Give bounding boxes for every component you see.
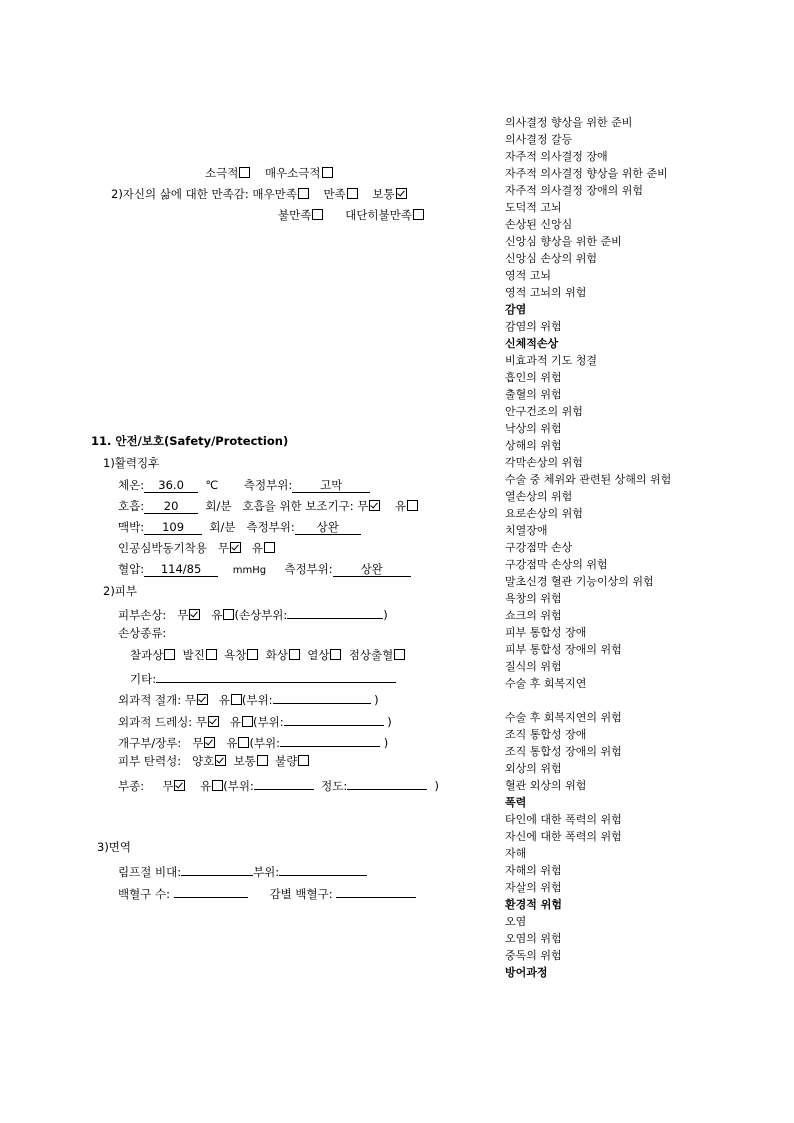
list-item: 도덕적 고뇌 [505,201,562,214]
list-item: 조직 통합성 장애의 위험 [505,745,622,758]
list-item: 자주적 의사결정 장애의 위험 [505,184,644,197]
turgor-good-label: 양호 [192,754,215,768]
section-heading-safety: 11. 안전/보호(Safety/Protection) [91,434,289,448]
list-item: 영적 고뇌 [505,269,552,282]
edema-no-checkbox[interactable] [174,780,185,791]
edema-no-label: 무 [162,779,174,793]
category-heading: 환경적 위험 [505,898,562,911]
skin-damage-yes-checkbox[interactable] [223,609,234,620]
list-item: 피부 통합성 장애 [505,626,587,639]
diff-wbc-field[interactable] [336,883,416,898]
ostomy-label: 개구부/장루: [118,736,182,750]
turgor-label: 피부 탄력성: [118,754,182,768]
satisfaction-label: 2)자신의 삶에 대한 만족감: [111,187,249,201]
close-paren: ) [383,736,389,750]
damage-other-label: 기타: [130,672,157,686]
incision-yes-checkbox[interactable] [231,694,242,705]
pulse-value-field[interactable]: 109 [144,520,202,535]
opt-very-satisfied-label: 매우만족 [252,187,297,201]
list-item: 조직 통합성 장애 [505,728,587,741]
list-item: 혈관 외상의 위험 [505,779,587,792]
temperature-row [118,477,370,493]
damage-type-petechiae-checkbox[interactable] [394,649,405,660]
pacemaker-row [118,540,275,556]
ostomy-yes-label: 유 [226,736,238,750]
dressing-row [118,711,392,730]
list-item: 쇼크의 위험 [505,609,562,622]
pulse-row [118,519,361,535]
wbc-field[interactable] [174,883,248,898]
close-paren: ) [374,693,379,707]
damage-other-field[interactable] [156,668,396,683]
damage-type-pressure-ulcer-label: 욕창 [224,648,247,662]
list-item: 자해의 위험 [505,864,562,877]
resp-aid-label: 호흡을 위한 보조기구: 무 [242,499,369,513]
damage-type-petechiae-label: 점상출혈 [348,648,394,662]
opt-dissatisfied-checkbox[interactable] [312,209,323,220]
dressing-site-label: (부위: [253,715,284,729]
turgor-normal-label: 보통 [233,754,256,768]
resp-unit: 회/분 [205,499,232,513]
ostomy-site-label: (부위: [249,736,281,750]
list-item: 낙상의 위험 [505,422,562,435]
list-item: 의사결정 향상을 위한 준비 [505,116,633,129]
list-item: 치열장애 [505,524,548,537]
edema-label: 부종: [118,779,145,793]
incision-label: 외과적 절개: 무 [118,693,196,707]
list-item: 오염의 위험 [505,932,562,945]
bp-site-label: 측정부위: [284,562,333,576]
resp-value-field[interactable]: 20 [144,499,198,514]
list-item: 자주적 의사결정 향상을 위한 준비 [505,167,668,180]
list-item: 자해 [505,847,527,860]
list-item: 안구건조의 위험 [505,405,583,418]
damage-type-abrasion-checkbox[interactable] [164,649,175,660]
opt-very-passive-checkbox[interactable] [322,167,333,178]
pacemaker-no-checkbox[interactable] [230,542,241,553]
skin-damage-no-checkbox[interactable] [189,609,200,620]
skin-title: 2)피부 [103,584,138,598]
list-item: 출혈의 위험 [505,388,562,401]
list-item: 각막손상의 위험 [505,456,583,469]
skin-damage-site-field[interactable] [287,604,383,619]
list-item: 타인에 대한 폭력의 위험 [505,813,622,826]
list-spacer [505,692,675,709]
list-item: 손상된 신앙심 [505,218,573,231]
dressing-yes-label: 유 [229,715,242,729]
edema-site-label: (부위: [223,779,254,793]
temp-value-field[interactable]: 36.0 [144,478,198,493]
edema-site-field[interactable] [254,775,314,790]
close-paren: ) [383,608,388,622]
bp-unit: mmHg [232,565,267,576]
opt-passive-label: 소극적 [205,166,239,180]
edema-row [118,775,439,794]
opt-dissatisfied-label: 불만족 [278,208,312,222]
damage-type-burn-label: 화상 [265,648,288,662]
incision-site-label: (부위: [241,693,273,707]
damage-type-pressure-ulcer-checkbox[interactable] [247,649,258,660]
list-item: 자주적 의사결정 장애 [505,150,608,163]
list-item: 수술 중 체위와 관련된 상해의 위험 [505,473,672,486]
list-item: 감염의 위험 [505,320,562,333]
skin-damage-row [118,604,388,623]
temp-label: 체온: [118,478,145,492]
pulse-unit: 회/분 [209,520,236,534]
temp-unit: ℃ [205,478,219,492]
lymph-field[interactable] [181,861,253,876]
incision-row [118,689,379,708]
list-item: 신앙심 손상의 위험 [505,252,598,265]
ostomy-no-label: 무 [192,736,204,750]
edema-yes-checkbox[interactable] [212,780,223,791]
ostomy-yes-checkbox[interactable] [238,737,249,748]
list-item: 오염 [505,915,527,928]
list-item: 의사결정 갈등 [505,133,573,146]
opt-very-dissatisfied-label: 대단히불만족 [345,208,412,222]
category-heading: 폭력 [505,796,527,809]
pacemaker-yes-label: 유 [251,541,264,555]
pulse-site-field[interactable]: 상완 [295,520,361,535]
damage-type-rash-checkbox[interactable] [206,649,217,660]
list-item: 수술 후 회복지연 [505,677,587,690]
pacemaker-yes-checkbox[interactable] [264,542,275,553]
opt-very-satisfied-checkbox[interactable] [298,188,309,199]
skin-damage-site-label: (손상부위: [234,608,288,622]
ostomy-row [118,732,388,751]
edema-degree-label: 정도: [321,779,348,793]
bp-label: 혈압: [118,562,145,576]
resp-aid-no-checkbox[interactable] [369,500,380,511]
list-item: 자살의 위험 [505,881,562,894]
blood-pressure-row [118,561,411,579]
pulse-label: 맥박: [118,520,145,534]
pulse-site-label: 측정부위: [246,520,295,534]
turgor-normal-checkbox[interactable] [257,755,268,766]
resp-aid-yes-label: 유 [395,499,407,513]
list-item: 외상의 위험 [505,762,562,775]
dressing-yes-checkbox[interactable] [242,716,253,727]
close-paren: ) [387,715,392,729]
damage-type-laceration-checkbox[interactable] [330,649,341,660]
wbc-label: 백혈구 수: [118,887,170,901]
list-item: 질식의 위험 [505,660,562,673]
list-item: 피부 통합성 장애의 위험 [505,643,622,656]
diff-wbc-label: 감별 백혈구: [269,887,333,901]
list-item: 구강점막 손상 [505,541,573,554]
list-item: 구강점막 손상의 위험 [505,558,608,571]
temp-site-field[interactable]: 고막 [292,478,370,493]
list-item: 열손상의 위험 [505,490,573,503]
list-item: 중독의 위험 [505,949,562,962]
opt-very-passive-label: 매우소극적 [264,166,321,180]
pacemaker-no-label: 무 [217,541,229,555]
ostomy-no-checkbox[interactable] [204,737,215,748]
satisfaction-row-2 [278,207,424,223]
pacemaker-label: 인공심박동기착용 [118,541,207,555]
category-heading: 신체적손상 [505,337,559,350]
damage-type-abrasion-label: 찰과상 [130,648,164,662]
incision-yes-label: 유 [218,693,230,707]
list-item: 상해의 위험 [505,439,562,452]
list-item: 욕창의 위험 [505,592,562,605]
list-item: 신앙심 향상을 위한 준비 [505,235,622,248]
resp-aid-yes-checkbox[interactable] [407,500,418,511]
lymph-site-field[interactable] [279,861,367,876]
turgor-row [118,753,309,769]
damage-type-burn-checkbox[interactable] [289,649,300,660]
close-paren: ) [434,779,440,793]
resp-label: 호흡: [118,499,145,513]
vital-signs-title: 1)활력징후 [103,456,160,470]
list-item: 비효과적 기도 청결 [505,354,598,367]
opt-satisfied-checkbox[interactable] [347,188,358,199]
edema-yes-label: 유 [200,779,212,793]
turgor-poor-checkbox[interactable] [298,755,309,766]
list-item: 말초신경 혈관 기능이상의 위험 [505,575,654,588]
dressing-site-field[interactable] [284,711,384,726]
list-item: 영적 고뇌의 위험 [505,286,587,299]
lymph-row [118,861,367,880]
dressing-no-checkbox[interactable] [208,716,219,727]
incision-site-field[interactable] [273,689,371,704]
lymph-site-label: 부위: [253,865,280,879]
respiration-row [118,498,418,514]
opt-normal-checkbox[interactable] [396,188,407,199]
list-item: 수술 후 회복지연의 위험 [505,711,622,724]
opt-satisfied-label: 만족 [323,187,346,201]
dressing-label: 외과적 드레싱: 무 [118,715,207,729]
opt-normal-label: 보통 [372,187,395,201]
category-heading: 감염 [505,303,527,316]
list-item: 흡인의 위험 [505,371,562,384]
nursing-diagnosis-list [505,114,675,981]
satisfaction-row [111,186,407,202]
damage-type-row [130,647,405,663]
skin-damage-no-label: 무 [177,608,189,622]
bp-site-field[interactable]: 상완 [333,562,411,577]
bp-value-field[interactable]: 114/85 [144,562,218,577]
incision-no-checkbox[interactable] [197,694,208,705]
immune-title: 3)면역 [97,840,132,854]
damage-other-row [130,668,396,687]
category-heading: 방어과정 [505,966,548,979]
skin-damage-label: 피부손상: [118,608,167,622]
damage-type-laceration-label: 열상 [307,648,330,662]
attitude-row [205,165,333,181]
opt-passive-checkbox[interactable] [239,167,250,178]
ostomy-site-field[interactable] [280,732,380,747]
wbc-row [118,883,416,902]
skin-damage-yes-label: 유 [211,608,223,622]
list-item: 요로손상의 위험 [505,507,583,520]
opt-very-dissatisfied-checkbox[interactable] [413,209,424,220]
list-item: 자신에 대한 폭력의 위험 [505,830,622,843]
damage-type-rash-label: 발진 [182,648,205,662]
lymph-label: 림프절 비대: [118,865,182,879]
damage-type-title: 손상종류: [118,626,167,640]
turgor-good-checkbox[interactable] [215,755,226,766]
temp-site-label: 측정부위: [243,478,293,492]
edema-degree-field[interactable] [347,775,427,790]
turgor-poor-label: 불량 [275,754,298,768]
